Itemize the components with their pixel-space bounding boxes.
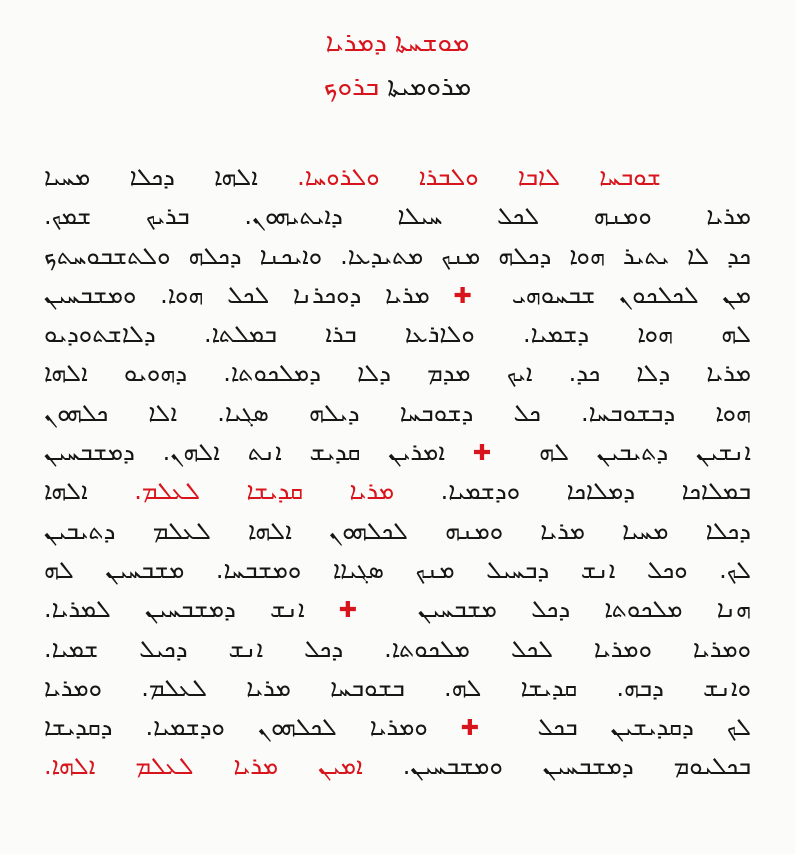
page-title: ܡܘܫܚܬܐ ܕܡܪܝܐ — [325, 28, 470, 58]
cross-mark-icon: ✚ — [312, 598, 384, 624]
body-text: ܡܪܝܐ ܕܘܟܪܢܐ ܠܟܠ ܗܘܐ. ܘܡܫܒܚܝܢ — [44, 280, 438, 309]
text-line — [44, 512, 751, 551]
subtitle-red: ܒܪܘܟ — [323, 72, 380, 102]
page-subtitle — [44, 66, 751, 118]
body-text: ܕܟܠܐ ܡܚܝܐ ܡܪܝܐ ܘܡܢܗ ܠܟܠܗܘܢ ܐܠܗܐ ܠܥܠܡ ܕܬܝܒܝܢ — [44, 516, 751, 545]
prayer-text — [44, 158, 751, 787]
body-text: ܟܕ ܠܐ ܝܬܝܪ ܗܘܐ ܕܟܠܗ ܡܢܟ ܡܬܝܕܥܐ. ܘܐܝܟܢܐ ܕܟܠܗ ܘܠܬܫܒܘܚܬܟ — [44, 241, 751, 270]
body-text: ܐܢܫ ܕܡܫܒܚܝܢ ܠܡܪܝܐ. — [44, 595, 313, 624]
text-line — [44, 197, 751, 236]
body-text: ܠܟ. ܘܟܠ ܐܢܫ ܕܒܚܝܠ ܡܢܟ ܣܓܝܐܐ ܘܡܫܒܚܐ. ܡܫܒܚܝܢ ܠܗ — [44, 555, 751, 584]
text-line — [44, 433, 751, 472]
body-text: ܐܠܗܐ ܕܟܠܐ ܡܚܝܐ — [44, 163, 298, 191]
body-text: ܐܠܗܐ — [44, 477, 135, 506]
body-text: ܡܪܝܐ ܕܠܐ ܟܕ. ܐܝܟ ܡܕܡ ܕܠܐ ܕܡܠܟܘܬܐ. ܕܗܘܝܘ ܐܠܗܐ — [44, 359, 751, 388]
text-line — [44, 472, 751, 511]
text-line — [44, 394, 751, 433]
body-text: ܡܢ ܠܟܠܟܘܢ ܫܒܚܘܗܝ — [488, 280, 751, 309]
body-text: ܠܟ ܕܩܕܝܫܝܢ ܒܟܠ — [504, 713, 751, 742]
text-line — [44, 590, 751, 629]
text-line — [44, 747, 751, 786]
body-text: ܠܗ ܗܘܐ ܕܫܡܝܐ. ܘܠܐܪܥܐ ܒܪܐ ܒܡܠܬܐ. ܕܠܐܫܬܘܕܝܘ — [44, 320, 751, 349]
body-text: ܗܘܐ ܕܒܫܘܒܚܐ. ܟܠ ܕܫܘܒܚܐ ܕܝܠܗ ܣܓܝܐ. ܐܠܐ ܟܠܗܘܢ — [44, 398, 751, 427]
text-line — [44, 354, 751, 393]
body-text: ܘܡܪܝܐ ܠܟܠܗܘܢ ܘܕܫܡܝܐ. ܕܩܕܝܫܐ — [44, 713, 436, 742]
text-line — [44, 237, 751, 276]
body-text: ܗܢܐ ܡܠܟܘܬܐ ܕܟܠ ܡܫܒܚܝܢ — [383, 595, 751, 624]
rubric-text: ܫܘܒܚܐ ܠܐܒܐ ܘܠܒܪܐ ܘܠܪܘܚܐ. — [297, 163, 661, 191]
cross-mark-icon: ✚ — [435, 716, 505, 742]
rubric-text: ܐܡܝܢ ܡܪܝܐ ܠܥܠܡ ܐܠܗܐ. — [44, 752, 403, 781]
body-text: ܐܡܪܝܢ ܩܕܝܫ ܐܢܬ ܐܠܗܢ. ܕܡܫܒܚܝܢ — [44, 438, 453, 467]
body-text: ܒܟܠܝܘܡ ܕܡܫܒܚܝܢ ܘܡܫܒܚܝܢ. — [402, 752, 751, 781]
subtitle-black: ܡܪܘܡܝܬܐ — [387, 72, 472, 102]
text-line — [44, 669, 751, 708]
cross-mark-icon: ✚ — [437, 283, 489, 309]
text-line — [44, 315, 751, 354]
body-text: ܐܢܫܝܢ ܕܬܝܒܝܢ ܠܗ — [511, 438, 751, 467]
text-line — [44, 708, 751, 747]
cross-mark-icon: ✚ — [452, 441, 512, 467]
body-text: ܘܐܢܫ ܕܒܗ. ܩܕܝܫܐ ܠܗ. ܒܫܘܒܚܐ ܡܪܝܐ ܠܥܠܡ. ܘܡܪܝܐ — [44, 673, 751, 702]
body-text: ܘܡܪܝܐ ܘܡܪܝܐ ܠܟܠ ܡܠܟܘܬܐ. ܕܟܠ ܐܢܫ ܕܟܝܠ ܫܡܝܐ. — [44, 634, 751, 663]
text-line — [44, 551, 751, 590]
text-line — [44, 158, 751, 197]
text-line — [44, 630, 751, 669]
text-line — [44, 276, 751, 315]
rubric-text: ܡܪܝܐ ܩܕܝܫܐ ܠܥܠܡ. — [134, 477, 441, 506]
body-text: ܡܪܝܐ ܘܡܢܗ ܠܟܠ ܚܝܠܐ ܕܐܝܬܝܗܘܢ. ܒܪܝܟ ܫܡܟ. — [44, 202, 751, 231]
body-text: ܒܡܠܐܟܐ ܕܡܠܐܟܐ ܘܕܫܡܝܐ. — [440, 477, 751, 506]
